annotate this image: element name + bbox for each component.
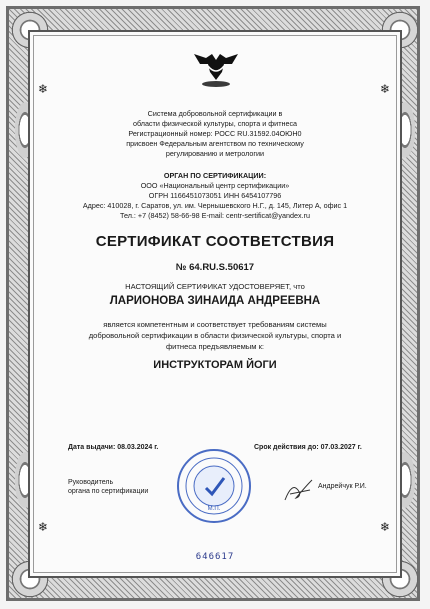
registration-number: Регистрационный номер: РОСС RU.31592.04ОЮН0 <box>128 129 302 138</box>
certificate-title: СЕРТИФИКАТ СООТВЕТСТВИЯ <box>95 233 335 250</box>
snowflake-icon: ❄ <box>38 82 49 96</box>
issue-date: Дата выдачи: 08.03.2024 г. <box>68 444 159 451</box>
valid-until-date: Срок действия до: 07.03.2027 г. <box>254 444 362 451</box>
system-name-line: присвоен Федеральным агентством по техническому <box>126 139 304 148</box>
snowflake-icon: ❄ <box>380 82 391 96</box>
stamp-label: М.П. <box>207 506 221 512</box>
serial-number: 646617 <box>195 552 235 562</box>
head-title: Руководитель <box>68 479 114 486</box>
system-name-line: области физической культуры, спорта и фитнеса <box>132 119 298 128</box>
holder-name: ЛАРИОНОВА ЗИНАИДА АНДРЕЕВНА <box>109 295 321 307</box>
head-title: органа по сертификации <box>68 488 149 495</box>
organ-heading: ОРГАН ПО СЕРТИФИКАЦИИ: <box>163 171 267 180</box>
signature-icon <box>282 476 316 504</box>
snowflake-icon: ❄ <box>38 520 49 534</box>
organ-ids: ОГРН 1166451073051 ИНН 6454107796 <box>148 191 282 200</box>
organ-address: Адрес: 410028, г. Саратов, ул. им. Чернышевского Н.Г., д. 145, Литер А, офис 1 <box>82 201 348 210</box>
compliance-text: добровольной сертификации в области физической культуры, спорта и <box>88 331 342 340</box>
round-stamp-icon <box>176 448 252 524</box>
organ-name: ООО «Национальный центр сертификации» <box>140 181 290 190</box>
system-name-line: регулированию и метрологии <box>165 149 265 158</box>
system-name-line: Система добровольной сертификации в <box>147 109 283 118</box>
athlete-logo-icon <box>188 50 244 88</box>
organ-contacts: Тел.: +7 (8452) 58-66-98 E-mail: centr-sertificat@yandex.ru <box>119 211 310 220</box>
snowflake-icon: ❄ <box>380 520 391 534</box>
certifies-line: НАСТОЯЩИЙ СЕРТИФИКАТ УДОСТОВЕРЯЕТ, что <box>125 282 305 291</box>
certificate-number: № 64.RU.S.50617 <box>175 262 255 273</box>
compliance-text: является компетентным и соответствует требованиям системы <box>103 320 327 329</box>
compliance-text: фитнеса предъявляемым к: <box>165 342 265 351</box>
qualification-role: ИНСТРУКТОРАМ ЙОГИ <box>153 359 277 371</box>
signer-name: Андрейчук Р.И. <box>318 483 367 490</box>
